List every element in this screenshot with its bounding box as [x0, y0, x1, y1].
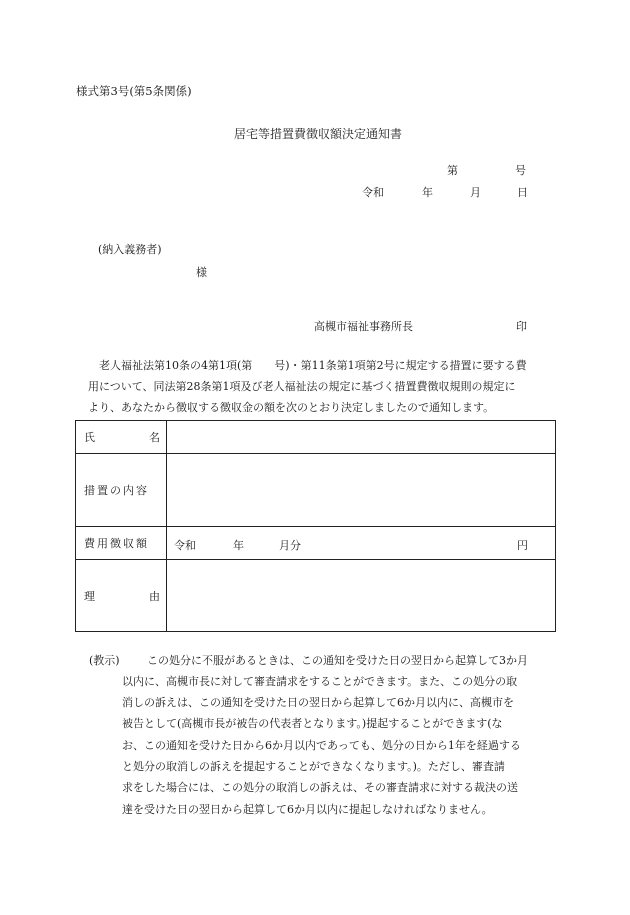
fee-era: 令和 [174, 539, 196, 552]
name-value[interactable] [167, 421, 556, 454]
name-label-char-1: 氏 [84, 431, 95, 444]
fee-label-text: 費用徴収額 [84, 537, 149, 550]
form-number: 様式第3号(第5条関係) [76, 84, 192, 98]
note-line: と処分の取消しの訴えを提起することができなくなります。)。ただし、審査請 [122, 760, 505, 773]
notice-body [88, 355, 558, 418]
reason-label [76, 560, 167, 632]
payer-honorific: 様 [196, 266, 207, 279]
note-line: 被告として(高槻市長が被告の代表者となります。)提起することができます(な [122, 717, 503, 730]
reason-label-char-1: 理 [84, 589, 95, 603]
issuer-office: 高槻市福祉事務所長 [314, 320, 413, 333]
number-prefix: 第 [447, 164, 458, 177]
detail-table [75, 420, 556, 632]
body-line: 用について、同法第28条第1項及び老人福祉法の規定に基づく措置費徴収規則の規定に [88, 380, 516, 393]
body-line: より、あなたから徴収する徴収金の額を次のとおり決定しましたので通知します。 [88, 401, 495, 414]
body-line: 老人福祉法第10条の4第1項(第 号)・第11条第1項第2号に規定する措置に要する費 [99, 359, 527, 372]
note-line: 求をした場合には、この処分の取消しの訴えは、その審査請求に対する裁決の送 [122, 781, 518, 794]
content-label-text: 措置の内容 [84, 484, 149, 497]
fee-month: 月分 [279, 539, 301, 552]
content-label [76, 454, 167, 527]
document-title: 居宅等措置費徴収額決定通知書 [234, 127, 403, 141]
date-year: 年 [422, 186, 433, 199]
number-suffix: 号 [515, 164, 526, 177]
date-month: 月 [470, 186, 481, 199]
reason-label-char-2: 由 [149, 589, 160, 603]
note-line: この処分に不服があるときは、この通知を受けた日の翌日から起算して3か月 [147, 654, 528, 667]
reason-value[interactable] [167, 560, 556, 632]
content-value[interactable] [167, 454, 556, 527]
fee-label [76, 527, 167, 560]
date-era: 令和 [362, 186, 384, 199]
table-row-fee [76, 527, 556, 560]
seal-mark: 印 [516, 320, 527, 333]
name-label [76, 421, 167, 454]
payer-label: (納入義務者) [98, 243, 162, 256]
note-line: 以内に、高槻市長に対して審査請求をすることができます。また、この処分の取 [122, 675, 518, 688]
table-row-content [76, 454, 556, 527]
note-line: お、この通知を受けた日から6か月以内であっても、処分の日から1年を経過する [122, 739, 521, 752]
fee-year: 年 [233, 539, 244, 552]
fee-yen: 円 [517, 539, 528, 552]
fee-value[interactable] [167, 527, 556, 560]
note-line: 達を受けた日の翌日から起算して6か月以内に提起しなければなりません。 [122, 803, 493, 816]
note-label: (教示) [89, 654, 120, 667]
table-row-reason [76, 560, 556, 632]
note-line: 消しの訴えは、この通知を受けた日の翌日から起算して6か月以内に、高槻市を [122, 696, 514, 709]
table-row-name [76, 421, 556, 454]
name-label-char-2: 名 [149, 431, 160, 444]
date-day: 日 [517, 186, 528, 199]
